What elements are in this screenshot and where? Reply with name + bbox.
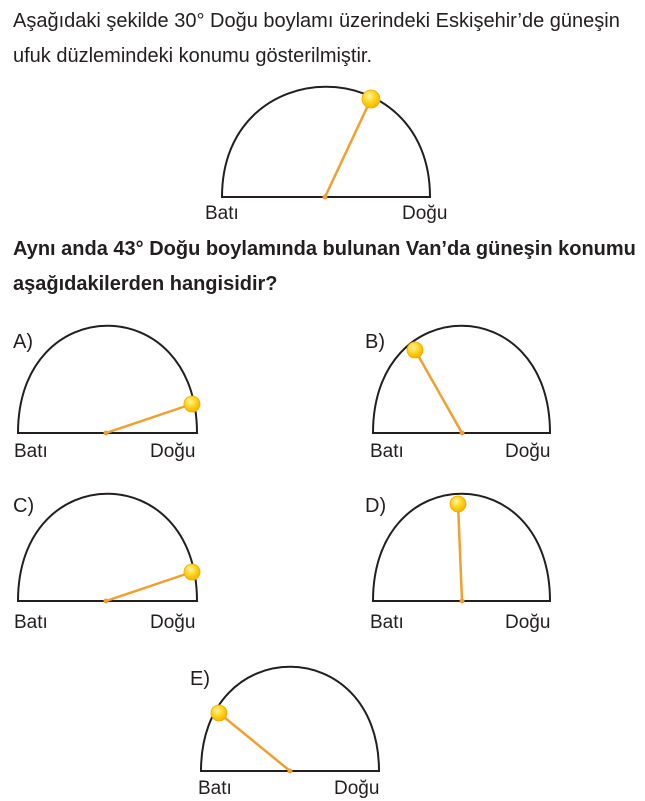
- west-label: Batı: [198, 778, 232, 799]
- east-label: Doğu: [505, 441, 551, 462]
- horizon-dome: [222, 87, 430, 197]
- option-letter: D): [365, 495, 387, 517]
- example-figure: [205, 87, 447, 224]
- sun-ray: [106, 404, 192, 433]
- sun-icon: [407, 342, 423, 358]
- option-letter: A): [13, 331, 33, 353]
- question-text: Aynı anda 43° Doğu boylamında bulunan Van’da güneşin konumu aşağıdakilerden hangisidir?: [13, 238, 636, 295]
- horizon-dome: [18, 326, 197, 433]
- west-label: Batı: [370, 441, 404, 462]
- east-label: Doğu: [150, 441, 196, 462]
- west-label: Batı: [370, 612, 404, 633]
- sun-icon: [184, 396, 200, 412]
- sun-ray: [415, 350, 462, 433]
- sun-icon: [184, 564, 200, 580]
- sun-ray: [219, 713, 290, 771]
- sun-icon: [362, 90, 380, 108]
- sun-ray: [458, 504, 462, 601]
- east-label: Doğu: [334, 778, 380, 799]
- west-label: Batı: [14, 612, 48, 633]
- option-letter: E): [190, 668, 210, 690]
- east-label: Doğu: [402, 203, 448, 224]
- option-letter: C): [13, 495, 35, 517]
- ray-origin: [104, 431, 109, 436]
- sun-icon: [211, 705, 227, 721]
- west-label: Batı: [14, 441, 48, 462]
- option-e[interactable]: [190, 667, 379, 799]
- option-c[interactable]: [13, 494, 200, 633]
- ray-origin: [323, 195, 328, 200]
- sun-ray: [106, 572, 192, 601]
- east-label: Doğu: [150, 612, 196, 633]
- west-label: Batı: [205, 203, 239, 224]
- sun-ray: [325, 99, 371, 197]
- option-a[interactable]: [13, 326, 200, 462]
- east-label: Doğu: [505, 612, 551, 633]
- ray-origin: [460, 599, 465, 604]
- horizon-dome: [373, 326, 550, 433]
- option-b[interactable]: [365, 326, 550, 462]
- ray-origin: [104, 599, 109, 604]
- ray-origin: [288, 769, 293, 774]
- sun-icon: [450, 496, 466, 512]
- option-letter: B): [365, 331, 385, 353]
- intro-text: Aşağıdaki şekilde 30° Doğu boylamı üzerindeki Eskişehir’de güneşin ufuk düzlemindeki konumu gösterilmiştir.: [13, 10, 620, 67]
- horizon-dome: [18, 494, 197, 601]
- ray-origin: [460, 431, 465, 436]
- option-d[interactable]: [365, 494, 550, 633]
